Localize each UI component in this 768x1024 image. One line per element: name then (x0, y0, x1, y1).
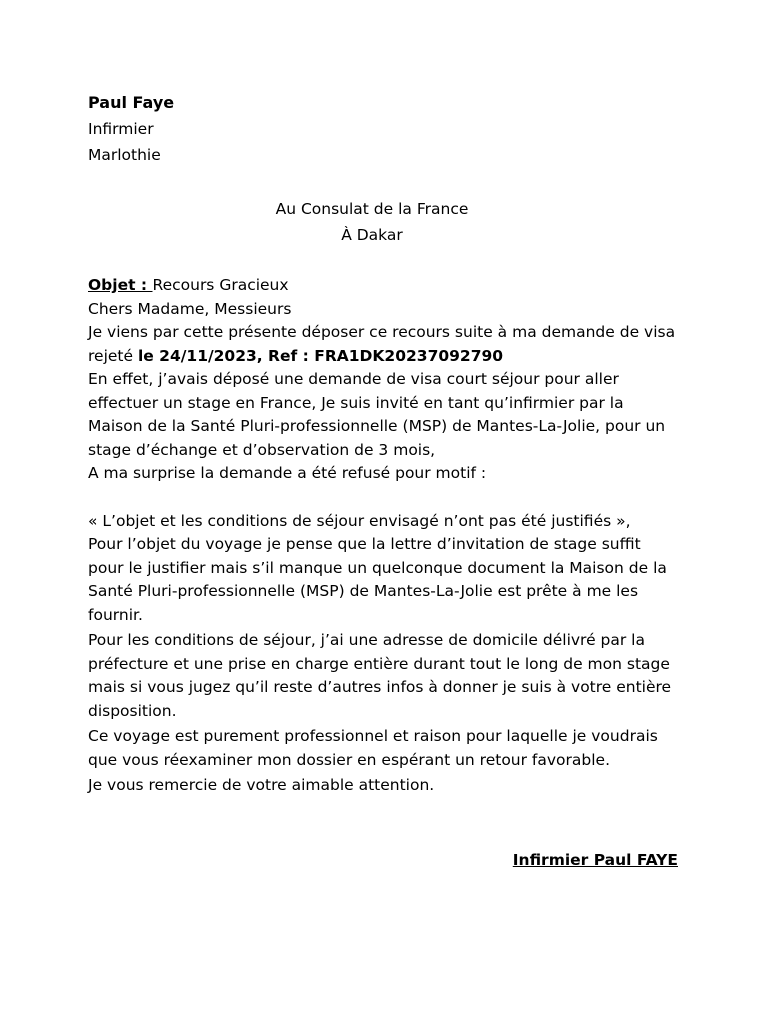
sender-block (88, 90, 688, 168)
letter-body (88, 274, 688, 798)
subject-text: Recours Gracieux (152, 276, 289, 294)
paragraph1-line: Maison de la Santé Pluri-professionnelle (MSP) de Mantes-La-Jolie, pour un (88, 417, 666, 435)
subject-label: Objet : (88, 276, 153, 294)
paragraph4-line: Ce voyage est purement professionnel et raison pour laquelle je voudrais (88, 727, 658, 745)
salutation: Chers Madame, Messieurs (88, 299, 292, 318)
paragraph1-line: effectuer un stage en France, Je suis invité en tant qu’infirmier par la (88, 393, 624, 412)
paragraph2-line: Santé Pluri-professionnelle (MSP) de Mantes-La-Jolie est prête à me les (88, 582, 639, 600)
paragraph2-line: « L’objet et les conditions de séjour envisagé n’ont pas été justifiés », (88, 511, 631, 530)
refusal-date-ref: le 24/11/2023, Ref : FRA1DK20237092790 (137, 346, 504, 365)
sender-name: Paul Faye (88, 93, 175, 112)
intro-line-1: Je viens par cette présente déposer ce recours suite à ma demande de visa (88, 323, 676, 341)
paragraph4-line: que vous réexaminer mon dossier en espérant un retour favorable. (88, 750, 611, 769)
paragraph3-line: disposition. (88, 701, 177, 720)
recipient-line-2: À Dakar (341, 226, 403, 244)
sender-profession: Infirmier (88, 120, 154, 138)
subject-line (88, 274, 688, 298)
paragraph3-line: Pour les conditions de séjour, j’ai une adresse de domicile délivré par la (88, 631, 645, 649)
paragraph2-line: Pour l’objet du voyage je pense que la lettre d’invitation de stage suffit (88, 535, 641, 553)
paragraph1-line: stage d’échange et d’observation de 3 mois, (88, 440, 436, 459)
sender-city: Marlothie (88, 146, 161, 164)
recipient-line-1: Au Consulat de la France (275, 200, 469, 218)
paragraph3-line: mais si vous jugez qu’il reste d’autres infos à donner je suis à votre entière (88, 678, 672, 696)
blank-line (88, 486, 688, 510)
signature: Infirmier Paul FAYE (512, 851, 678, 869)
recipient-block (88, 196, 656, 248)
paragraph2-line: fournir. (88, 605, 143, 624)
closing-line: Je vous remercie de votre aimable attention. (88, 776, 435, 794)
intro-line-2-plain: rejeté (88, 346, 138, 365)
paragraph1-line: En effet, j’avais déposé une demande de visa court séjour pour aller (88, 370, 619, 388)
paragraph2-line: pour le justifier mais s’il manque un quelconque document la Maison de la (88, 558, 667, 577)
paragraph3-line: préfecture et une prise en charge entière durant tout le long de mon stage (88, 654, 670, 673)
intro-line-2 (88, 345, 688, 369)
paragraph1-line: A ma surprise la demande a été refusé pour motif : (88, 464, 487, 482)
